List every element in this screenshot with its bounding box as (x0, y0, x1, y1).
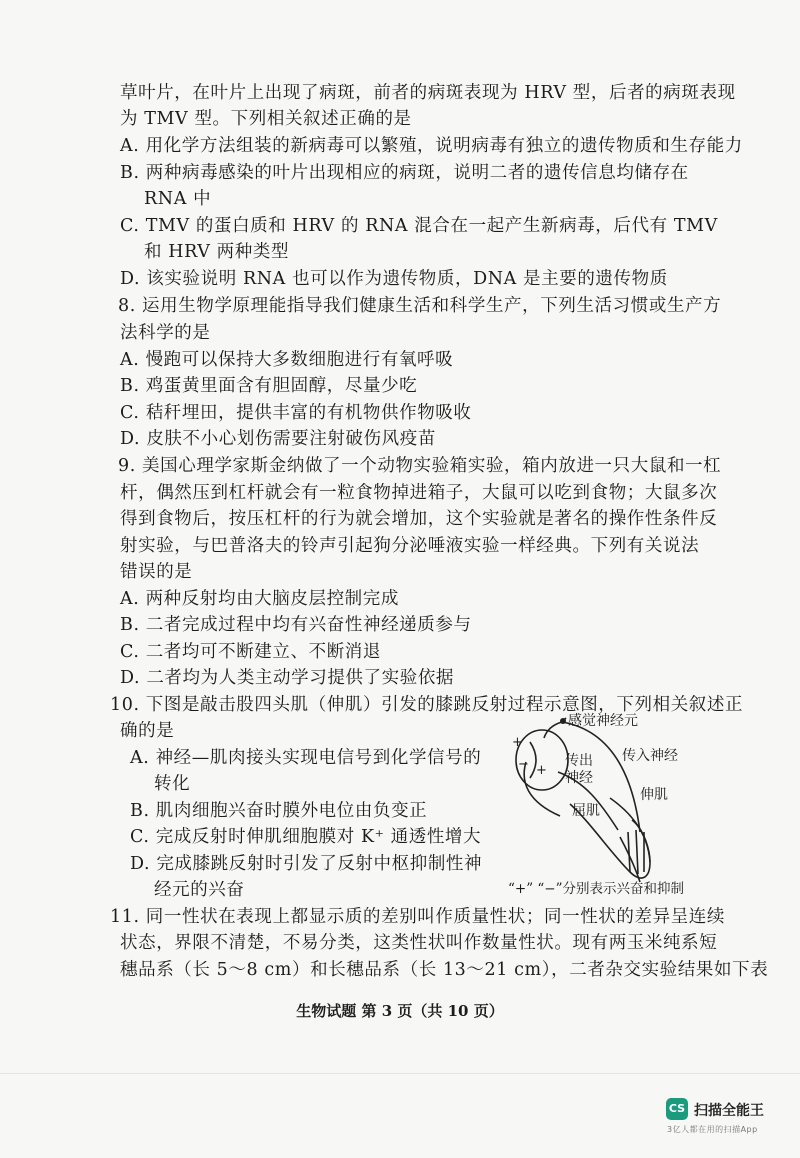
camscanner-name: 扫描全能王 (694, 1103, 764, 1119)
q9-stem-2: 杆，偶然压到杠杆就会有一粒食物掉进箱子，大鼠可以吃到食物；大鼠多次 (120, 483, 718, 503)
q8-option-b: B. 鸡蛋黄里面含有胆固醇，尽量少吃 (120, 376, 418, 396)
diagram-caption: “+” “−”分别表示兴奋和抑制 (508, 881, 685, 897)
q11-stem-3: 穗品系（长 5～8 cm）和长穗品系（长 13～21 cm），二者杂交实验结果如下表 (120, 960, 769, 980)
q10-option-c: C. 完成反射时伸肌细胞膜对 K⁺ 通透性增大 (130, 827, 482, 847)
q11-stem-2: 状态，界限不清楚，不易分类，这类性状叫作数量性状。现有两玉米纯系短 (120, 933, 718, 953)
q10-option-d: D. 完成膝跳反射时引发了反射中枢抑制性神 (130, 854, 483, 874)
diagram-label-flexor: 屈肌 (572, 803, 600, 819)
q8-stem-cont: 法科学的是 (120, 323, 211, 343)
q9-stem: 9. 美国心理学家斯金纳做了一个动物实验箱实验，箱内放进一只大鼠和一杠 (118, 456, 722, 476)
q7-text-line1: 草叶片，在叶片上出现了病斑，前者的病斑表现为 HRV 型，后者的病斑表现 (120, 83, 736, 103)
q7-option-b: B. 两种病毒感染的叶片出现相应的病斑，说明二者的遗传信息均储存在 (120, 163, 689, 183)
diagram-sign-minus: − (518, 757, 529, 772)
q7-option-b-cont: RNA 中 (144, 189, 212, 209)
q10-option-d-cont: 经元的兴奋 (154, 880, 245, 900)
q7-text-line2: 为 TMV 型。下列相关叙述正确的是 (120, 109, 412, 129)
q8-option-c: C. 秸秆埋田，提供丰富的有机物供作物吸收 (120, 403, 472, 423)
q10-option-a-cont: 转化 (154, 774, 191, 794)
q9-stem-4: 射实验，与巴普洛夫的铃声引起狗分泌唾液实验一样经典。下列有关说法 (120, 536, 700, 556)
q7-option-a: A. 用化学方法组装的新病毒可以繁殖，说明病毒有独立的遗传物质和生存能力 (120, 136, 743, 156)
q9-stem-5: 错误的是 (120, 562, 193, 582)
q10-stem-cont: 确的是 (120, 721, 175, 741)
q8-stem: 8. 运用生物学原理能指导我们健康生活和科学生产，下列生活习惯或生产方 (118, 296, 722, 316)
q9-stem-3: 得到食物后，按压杠杆的行为就会增加，这个实验就是著名的操作性条件反 (120, 509, 718, 529)
diagram-label-afferent-nerve: 传入神经 (622, 748, 678, 764)
diagram-label-efferent-nerve-1: 传出 (565, 753, 593, 769)
sensory-neuron-body (560, 718, 566, 724)
q9-option-c: C. 二者均可不断建立、不断消退 (120, 642, 381, 662)
diagram-label-sensory-neuron: 感觉神经元 (568, 713, 638, 729)
q10-stem: 10. 下图是敲击股四头肌（伸肌）引发的膝跳反射过程示意图，下列相关叙述正 (110, 695, 744, 715)
camscanner-tagline: 3亿人都在用的扫描App (667, 1125, 758, 1134)
diagram-sign-plus-1: + (512, 735, 523, 750)
diagram-label-efferent-nerve-2: 神经 (565, 770, 593, 786)
q10-option-b: B. 肌肉细胞兴奋时膜外电位由负变正 (130, 801, 428, 821)
camscanner-logo-icon: CS (666, 1098, 688, 1120)
q11-stem: 11. 同一性状在表现上都显示质的差别叫作质量性状；同一性状的差异呈连续 (110, 907, 725, 927)
diagram-sign-plus-2: + (536, 763, 547, 778)
q9-option-a: A. 两种反射均由大脑皮层控制完成 (120, 589, 399, 609)
q7-option-c: C. TMV 的蛋白质和 HRV 的 RNA 混合在一起产生新病毒，后代有 TMV (120, 216, 718, 236)
q9-option-d: D. 二者均为人类主动学习提供了实验依据 (120, 668, 455, 688)
q9-option-b: B. 二者完成过程中均有兴奋性神经递质参与 (120, 615, 472, 635)
page-divider (0, 1073, 800, 1074)
q7-option-c-cont: 和 HRV 两种类型 (144, 242, 290, 262)
q8-option-d: D. 皮肤不小心划伤需要注射破伤风疫苗 (120, 429, 436, 449)
diagram-label-extensor: 伸肌 (640, 787, 668, 803)
q10-option-a: A. 神经—肌肉接头实现电信号到化学信号的 (130, 748, 482, 768)
knee-jerk-diagram (500, 712, 730, 892)
q8-option-a: A. 慢跑可以保持大多数细胞进行有氧呼吸 (120, 350, 454, 370)
q7-option-d: D. 该实验说明 RNA 也可以作为遗传物质，DNA 是主要的遗传物质 (120, 269, 668, 289)
page-footer: 生物试题 第 3 页（共 10 页） (296, 1002, 504, 1020)
